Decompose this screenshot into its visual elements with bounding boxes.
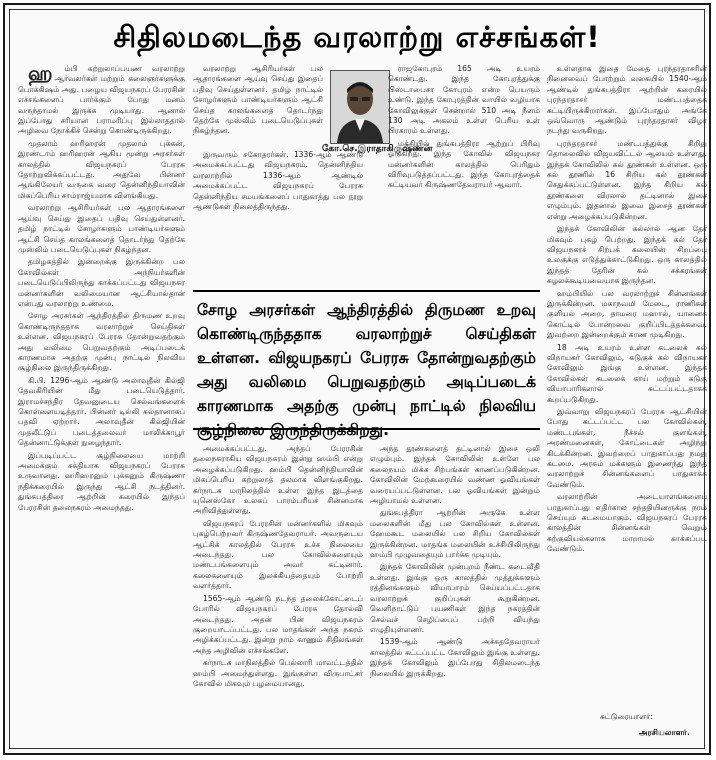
paragraph: சோழ அரசர்கள் ஆந்திரத்தில் திருமண உறவு கொண்டிருந்ததாக வரலாற்றுச் செய்திகள் உள்ளன. விஜயநகரப் பேரரசு தோன்றுவதற்கும் அது வலிமை பெறுவதற்கும் அடிப்படைக் காரணமாக அதற்கு முன்பு நாட்டில் நிலவிய சூழ்நிலை இருந்திருக்கிறது. [18, 311, 185, 373]
column-2-bottom [193, 444, 363, 754]
paragraph: கி.பி. 1296-ஆம் ஆண்டு அலாவுதீன் கில்ஜி தேவகிரியின் மீது படையெடுத்தார். இராமச்சந்திர தேவனுடைய செல்வங்களைக் கொள்ளையடித்தார். பின்னர் டில்லி சுல்தானாகப் பதவி ஏற்றார். அலாவுதீன் கில்ஜியின் முதலீட்டுப் படைத்தலைவர் மாலிக்காபூர் தென்னாட்டுக்குள் நுழைந்தார். [18, 375, 185, 448]
paragraph: வரலாற்று ஆசிரியர்கள் பல ஆதாரங்களை ஆய்வு செய்து இதைப் பதிவு செய்துள்ளனர். தமிழ் நாட்டில் சோழர்களும் பாண்டியர்களும் ஆட்சி செய்த காலங்களைத் தொடர்ந்து தெற்கே முஸ்லிம் படையெடுப்புகள் நிகழ்ந்தன. [193, 64, 323, 136]
paragraph: இந்தக் கோவிலின் கல்லால் ஆன தேர் மிகவும் புகழ் பெற்றது. இந்தக் கல் தேர் விஜயநகரச் சிற்பக் கலையின் சிறப்பை உலகுக்கு எடுத்துக்காட்டுகிறது. ஒரு காலத்தில் இந்தத் தேரின் கல் சக்கரங்கள் சுழலக்கூடியவையாக இருந்தன. [547, 224, 707, 286]
paragraph: அமைக்கப்பட்டது. அந்தப் பேரரசின் தலைநகராகிய விஜயநகரம் இன்று ஹம்பி என்று அழைக்கப்படுகிறது. ஹம்பி தென்னிந்தியாவின் மிகப்பெரிய சுற்றுலாத் தலமாக விளங்குகிறது. கர்நாடக மாநிலத்தில் உள்ள இந்த இடத்தை யுனெஸ்கோ உலகப் பாரம்பரியச் சின்னமாக அறிவித்துள்ளது. [193, 444, 363, 516]
paragraph: துங்கபத்திரா ஆற்றின் அருகே உள்ள மலைகளின் மீது பல கோவில்கள் உள்ளன. ஹேமகூட மலையில் பல சிறிய கோவில்கள் இருக்கின்றன. மாதங்க மலையின் உச்சியிலிருந்து ஹம்பி முழுவதையும் பார்க்க முடியும். [370, 508, 540, 560]
column-1 [18, 64, 185, 754]
paragraph: 1539-ஆம் ஆண்டு அச்சுததேவராயர் காலத்தில் கட்டப்பட்ட கோவிலும் இங்கு உள்ளது. இந்தக் கோவிலும் இப்போது சிதிலமடைந்த நிலையில் இருக்கிறது. [370, 637, 540, 678]
column-3-bottom [370, 444, 540, 754]
author-name: அரசியலாளர். [638, 728, 690, 737]
paragraph: புரந்தரதாசர் மண்டபத்துக்கு சிறிது தொலைவில் விஜயவிட்டல் ஆலயம் உள்ளது. இந்தக் கோவிலில் கல் தூண்கள் உள்ளன. ஒரு கல் தூணில் 16 சிறிய கல் தூண்கள் செதுக்கப்பட்டுள்ளன. இந்த சிறிய கல் தூண்களை விரலால் தட்டினால் இசை எழும்பும். இதனால் இவை இசைத் தூண்கள் என்று அழைக்கப்படுகின்றன. [547, 138, 707, 221]
paragraph: வரலாற்றின் அடையாளங்களைப் பாதுகாப்பது எதிர்கால சந்ததியினருக்கு நாம் செய்யும் கடமையாகும். விஜயநகரப் பேரரசு காலத்தின் சின்னங்கள் வெறும் கற்குவியல்களாக மாறாமல் காக்கப்பட வேண்டும். [547, 492, 707, 554]
author-label: கட்டுரையாளர்: [600, 712, 653, 721]
paragraph: 1565-ஆம் ஆண்டு நடந்த தலைக்கோட்டைப் போரில் விஜயநகரப் பேரரசு தோல்வி அடைந்தது. அதன் பின் விஜயநகரம் சூறையாடப்பட்டது. பல மாதங்கள் அந்த நகரம் அழிக்கப்பட்டது. இன்று நாம் காணும் சிதிலங்கள் அந்த அழிவின் எச்சங்களே. [193, 593, 363, 655]
paragraph: ம்பி சுற்றுலாப்பயண வரலாற்று ஆர்வலர்கள் மற்றும் கலைஞர்களுக்கு பொக்கிஷம் அது. பழைய விஜயநகரப் பேரரசின் எச்சங்களைப் பார்க்கும் போது மனம் வருந்தாமல் இருக்க முடியாது. ஆனால் இப்போது சரியான பராமரிப்பு இல்லாததால் அழிவை நோக்கிச் சென்று கொண்டிருக்கிறது. [18, 64, 185, 136]
paragraph: முதலாம் ஹரிஹரன் முதலாம் புக்கன், இரண்டாம் ஹரிஹரன் ஆகிய மூன்று அரசர்கள் காலத்தில் விஜயநகரப் பேரரசு தோற்றுவிக்கப்பட்டது. அதுவே பின்னர் ஆங்கிலேயர் வருகை வரை தென்னிந்தியாவின் மிகப்பெரிய சாம்ராஜ்யமாக விளங்கியது. [18, 138, 185, 200]
paragraph: இப்படிப்பட்ட சூழ்நிலையை மாற்றி அமைக்கும் சக்தியாக விஜயநகரப் பேரரசு உருவானது. ஹரிஹரனும் புக்கனும் கிருஷ்ணா நதிக்கரையில் இருந்து ஆட்சி நடத்தினர். துங்கபத்திரை ஆற்றின் கரையில் இந்தப் பேரரசின் தலைநகரம் அமைந்தது. [18, 450, 185, 512]
paragraph: தமிழகத்தில் இன்றைக்கு இருக்கின்ற பல கோவில்கள் அந்நியர்களின் படையெடுப்பிலிருந்து காக்கப்பட்டது விஜயநகர மன்னர்களின் வலிமையான ஆட்சியால்தான் என்பது வரலாற்று உண்மை. [18, 257, 185, 308]
paragraph: இந்தக் கோவிலின் முன்புறம் நீண்ட கடைவீதி உள்ளது. இங்கு ஒரு காலத்தில் முத்துக்களும் ரத்தினங்களும் வியாபாரம் செய்யப்பட்டதாக வரலாற்றுக் குறிப்புகள் கூறுகின்றன. வெளிநாட்டுப் பயணிகள் இந்த நகரத்தின் செல்வச் செழிப்பைப் பற்றி வியந்து எழுதியுள்ளனர். [370, 562, 540, 634]
paragraph: இவ்வாறு விஜயநகரப் பேரரசு ஆட்சியின் போது கட்டப்பட்ட பல கோவில்கள், மண்டபங்கள், நீச்சல் குளங்கள், அரண்மனைகள், கோட்டைகள் அழிந்து கிடக்கின்றன. இவற்றைப் பாதுகாப்பது நமது கடமை. அரசும் மக்களும் இணைந்து இந்த வரலாற்றுச் சின்னங்களைப் பாதுகாக்க வேண்டும். [547, 407, 707, 489]
paragraph: உள்ளதாக இதை மேதை புரந்தரதாசரின் நினைவைப் போற்றும் வகையில் 1540-ஆம் ஆண்டில் துங்கபத்திரா ஆற்றின் கரையில் புரந்தரதாசர் மண்டபத்தைக் கட்டியிருக்கிறார்கள். இப்போதும் அங்கே ஒவ்வொரு ஆண்டும் புரந்தரதாசர் விழா நடந்து வருகிறது. [547, 64, 707, 136]
paragraph: அந்த தூண்களைத் தட்டினால் இசை ஒலி எழும்பும். இந்தக் கோவிலின் உள்ளே பல கலைநயம் மிக்க சிற்பங்கள் காணப்படுகின்றன. கோவிலின் மேற்கூரையில் வண்ண ஓவியங்கள் வரையப்பட்டுள்ளன. பல ஓவியங்கள் இன்றும் அழியாமல் உள்ளன. [370, 444, 540, 506]
dropcap: ஹ [28, 64, 53, 85]
paragraph: விஜயநகரப் பேரரசின் மன்னர்களில் மிகவும் புகழ்பெற்றவர் கிருஷ்ணதேவராயர். அவருடைய ஆட்சிக் காலத்தில் பேரரசு உச்ச நிலையை அடைந்தது. பல கோவில்களையும் மண்டபங்களையும் அவர் கட்டினார். கலைகளையும் இலக்கியத்தையும் போற்றி வளர்த்தார். [193, 518, 363, 591]
column-2-top [193, 150, 363, 286]
portrait-image [331, 71, 389, 143]
author-photo [330, 70, 390, 144]
column-3-top [388, 64, 540, 286]
column-4 [547, 64, 707, 754]
article-inner-border [9, 9, 705, 749]
paragraph: ராஜகோபுரம் 165 அடி உயரம் கொண்டது. இந்த கோபுரத்துக்கு பிஸ்டாபைசா கோபுரம் என்ற பெயரும் உண்டு. இந்த கோபுரத்தின் வாயில் வழியாக கோவிலுக்குள் சென்றால் 510 அடி நீளம் 130 அடி அகலம் உள்ள பெரிய உள் பிரகாரம் உள்ளது. [388, 64, 540, 136]
byline: கோ.செ.இராதாகிருஷ்ணன் [322, 144, 433, 154]
paragraph: 18 அடி உயரம் உள்ள கடலைக் கல் விநாயகர் கோவிலும், கடுகுக் கல் விநாயகர் கோவிலும் இங்கு உள்ளன. இந்தக் கோவில்கள் கடலைக் காய் மற்றும் கடுகு வியாபாரிகளால் கட்டப்பட்டதாகக் கூறப்படுகிறது. [547, 342, 707, 404]
paragraph: கர்நாடக மாநிலத்தில் பெல்லாரி மாவட்டத்தில் ஹம்பி அமைந்துள்ளது. இங்குள்ள விருபாட்சர் கோவில் மிகவும் பழமையானது. [193, 658, 363, 688]
paragraph: ஹம்பியில் பல வரலாற்றுச் சின்னங்கள் இருக்கின்றன. மகாநவமி மேடை, ராணிகள் குளியல் அறை, தாமரை மஹால், யானைக் கொட்டில் போன்றவை குறிப்பிடத்தக்கவை. இவற்றை இன்றைக்கும் காண முடிகிறது. [547, 288, 707, 340]
paragraph: மத்தியில் துங்கபத்திரா ஆற்றுப் பிரிவு ஓடுகிறது. இந்த கோவில் விஜயநகர மன்னர்களின் காலத்தில் பெரிதும் விரிவுபடுத்தப்பட்டது. இந்த கோபுரத்தைக் கட்டியவர் கிருஷ்ணதேவராயர் ஆவார். [388, 138, 540, 190]
pull-quote: சோழ அரசர்கள் ஆந்திரத்தில் திருமண உறவு கொண்டிருந்ததாக வரலாற்றுச் செய்திகள் உள்ளன. விஜயநகரப் பேரரசு தோன்றுவதற்கும் அது வலிமை பெறுவதற்கும் அடிப்படைக் காரணமாக அதற்கு முன்பு நாட்டில் நிலவிய சூழ்நிலை இருந்திருக்கிறது. [193, 290, 540, 430]
paragraph: இருவரும் சகோதரர்கள். 1336-ஆம் ஆண்டு அமைக்கப்பட்டது விஜயநகரம். தென்னிந்திய வரலாற்றில் 1336-ஆம் ஆண்டில் அமைக்கப்பட்ட விஜயநகரப் பேரரசு தென்னிந்திய சமயங்களைப் பாதுகாத்து பல நூறு ஆண்டுகள் நிலைத்திருந்தது. [193, 150, 363, 212]
paragraph: வரலாற்று ஆசிரியர்கள் பல ஆதாரங்களை ஆய்வு செய்து இதைப் பதிவு செய்துள்ளனர். தமிழ் நாட்டில் சோழர்களும் பாண்டியர்களும் ஆட்சி செய்த காலங்களைத் தொடர்ந்து தெற்கே முஸ்லிம் படையெடுப்புகள் நிகழ்ந்தன. [18, 203, 185, 254]
headline: சிதிலமடைந்த வரலாற்று எச்சங்கள்! [113, 20, 601, 54]
column-2-intro [193, 64, 323, 148]
article-frame [3, 3, 711, 755]
